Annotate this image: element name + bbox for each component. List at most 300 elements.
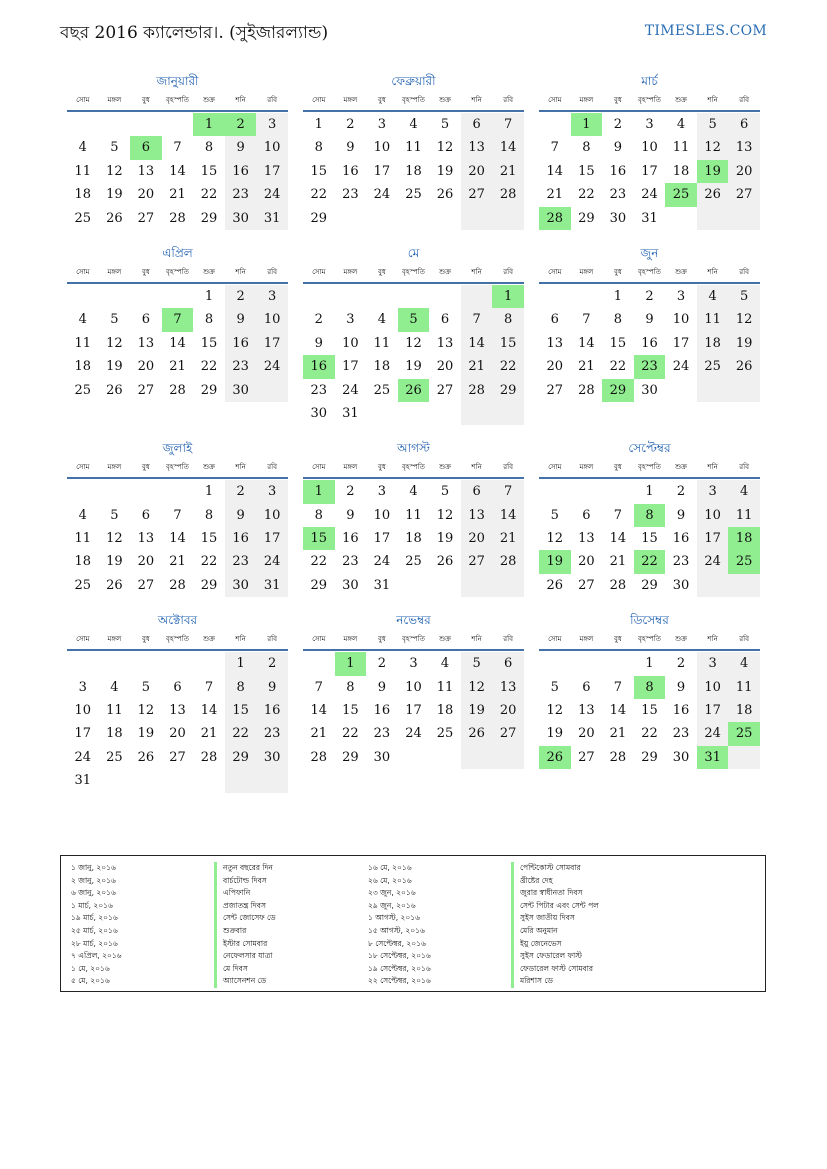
day-cell: 20 — [169, 726, 186, 742]
day-cell: 4 — [78, 507, 87, 523]
day-cell: 18 — [697, 332, 729, 355]
day-cell: 28 — [200, 749, 218, 765]
holiday-day-cell: 23 — [634, 355, 666, 378]
day-cell: 19 — [546, 726, 564, 742]
day-cell: 29 — [578, 210, 595, 226]
day-cell: 11 — [728, 504, 760, 527]
day-cell: 12 — [106, 531, 123, 547]
day-cell: 22 — [578, 187, 595, 203]
day-cell: 27 — [578, 749, 595, 765]
weekday-label: সোম — [76, 463, 90, 472]
day-cell: 2 — [645, 288, 654, 304]
legend-holiday-name: নতুন বছরের দিন — [214, 862, 273, 875]
weekday-label: শনি — [235, 96, 246, 104]
holiday-day-cell: 26 — [539, 746, 571, 769]
day-cell: 12 — [436, 507, 454, 523]
day-cell: 31 — [74, 773, 92, 789]
day-cell: 26 — [137, 749, 155, 765]
day-cell: 10 — [405, 679, 422, 695]
day-cell: 5 — [550, 507, 559, 523]
day-cell: 2 — [346, 484, 355, 500]
day-cell: 13 — [137, 531, 155, 547]
day-cell: 9 — [314, 335, 323, 351]
day-grid — [67, 112, 288, 230]
weekday-label: বৃহস্পতি — [638, 96, 661, 104]
day-cell: 22 — [609, 359, 627, 375]
day-cell: 5 — [728, 285, 760, 308]
weekday-label: মঙ্গল — [579, 267, 594, 276]
weekday-label: বৃহস্পতি — [166, 463, 189, 472]
legend-holiday-name: নেফেলসার যাত্রা — [214, 950, 272, 963]
day-cell: 12 — [137, 703, 155, 719]
day-cell: 23 — [225, 355, 257, 378]
day-cell: 6 — [728, 113, 760, 136]
day-cell: 29 — [200, 382, 218, 398]
day-cell: 17 — [74, 726, 92, 742]
day-cell: 10 — [256, 504, 288, 527]
day-cell: 2 — [314, 312, 323, 328]
day-cell: 21 — [546, 187, 564, 203]
legend-holiday-name: অ্যাসেনশন ডে — [214, 975, 266, 988]
day-cell: 16 — [641, 335, 658, 351]
empty-cell — [99, 113, 131, 136]
day-cell: 20 — [137, 554, 155, 570]
weekday-label: মঙ্গল — [343, 96, 358, 104]
empty-cell — [99, 769, 131, 792]
day-cell: 31 — [342, 405, 359, 421]
empty-cell — [492, 574, 524, 597]
day-cell: 17 — [373, 531, 391, 547]
day-cell: 22 — [492, 355, 524, 378]
day-cell: 13 — [578, 703, 595, 719]
empty-cell — [67, 652, 99, 675]
day-cell: 1 — [225, 652, 257, 675]
holiday-legend — [60, 855, 766, 992]
empty-cell — [366, 207, 398, 230]
day-cell: 5 — [110, 507, 119, 523]
weekday-label: শনি — [471, 96, 482, 104]
day-cell: 4 — [409, 117, 418, 132]
page-title: বছর 2016 ক্যালেন্ডার।. (সুইজারল্যান্ড) — [60, 23, 329, 43]
day-cell: 18 — [74, 554, 92, 570]
day-cell: 18 — [373, 359, 391, 375]
legend-holiday-name: বার্চটোল্ড দিবস — [214, 875, 267, 888]
day-cell: 7 — [582, 312, 591, 328]
weekday-header — [67, 457, 288, 479]
weekday-label: রবি — [267, 635, 278, 644]
holiday-day-cell: 1 — [571, 113, 603, 136]
day-cell: 14 — [492, 136, 524, 159]
day-cell: 14 — [609, 703, 627, 719]
empty-cell — [162, 652, 194, 675]
month-name: জুন — [640, 245, 659, 260]
day-cell: 10 — [256, 308, 288, 331]
day-cell: 4 — [78, 140, 87, 156]
day-cell: 22 — [310, 554, 328, 570]
day-cell: 16 — [672, 703, 690, 719]
day-cell: 22 — [225, 722, 257, 745]
legend-date: ৫ মে, ২০১৬ — [71, 976, 110, 986]
day-grid — [303, 284, 524, 425]
day-cell: 11 — [405, 140, 422, 156]
day-cell: 12 — [461, 676, 493, 699]
weekday-label: শুক্র — [439, 96, 451, 104]
weekday-label: বৃহস্পতি — [638, 267, 661, 276]
day-cell: 19 — [461, 699, 493, 722]
day-cell: 14 — [169, 531, 186, 547]
day-cell: 15 — [200, 531, 218, 547]
day-cell: 5 — [110, 140, 119, 156]
day-cell: 11 — [106, 703, 123, 719]
empty-cell — [162, 480, 194, 503]
day-cell: 7 — [173, 507, 182, 523]
empty-cell — [697, 379, 729, 402]
weekday-header — [539, 90, 760, 112]
day-cell: 2 — [676, 656, 686, 672]
day-cell: 14 — [169, 163, 186, 179]
day-grid — [539, 112, 760, 230]
day-cell: 30 — [641, 382, 658, 398]
weekday-label: সোম — [548, 96, 562, 104]
day-cell: 5 — [461, 652, 493, 675]
weekday-label: বৃহস্পতি — [402, 96, 425, 104]
day-cell: 3 — [346, 312, 355, 328]
day-cell: 10 — [672, 312, 690, 328]
day-cell: 30 — [609, 210, 627, 226]
weekday-label: শনি — [235, 463, 246, 472]
day-cell: 23 — [310, 382, 328, 398]
day-cell: 14 — [169, 335, 186, 351]
day-cell: 11 — [405, 507, 422, 523]
day-cell: 21 — [169, 359, 186, 375]
day-cell: 19 — [436, 163, 454, 179]
legend-date: ১ মার্চ, ২০১৬ — [71, 900, 113, 910]
empty-cell — [99, 285, 131, 308]
weekday-label: মঙ্গল — [343, 635, 358, 644]
day-cell: 12 — [106, 335, 123, 351]
day-cell: 10 — [641, 140, 658, 156]
day-cell: 31 — [256, 574, 288, 597]
day-cell: 7 — [461, 308, 493, 331]
weekday-label: রবি — [503, 463, 514, 472]
day-cell: 15 — [342, 703, 359, 719]
empty-cell — [571, 285, 603, 308]
legend-holiday-name: প্রজাতন্ত্র দিবস — [214, 900, 266, 913]
weekday-label: মঙ্গল — [343, 267, 358, 276]
day-cell: 11 — [697, 308, 729, 331]
day-cell: 29 — [310, 210, 328, 226]
day-cell: 22 — [200, 554, 218, 570]
month-name: অক্টোবর — [157, 613, 198, 628]
month-name: জানুয়ারী — [156, 74, 199, 88]
day-cell: 25 — [74, 382, 92, 398]
day-cell: 14 — [578, 335, 595, 351]
day-cell: 6 — [582, 507, 591, 523]
day-cell: 5 — [440, 117, 450, 132]
weekday-header — [303, 262, 524, 284]
weekday-label: বৃহস্পতি — [402, 463, 425, 472]
day-cell: 7 — [613, 507, 623, 523]
day-cell: 11 — [672, 140, 690, 156]
day-cell: 1 — [204, 288, 214, 304]
day-cell: 3 — [409, 656, 418, 672]
day-cell: 30 — [256, 746, 288, 769]
day-cell: 27 — [169, 749, 186, 765]
day-cell: 26 — [697, 183, 729, 206]
weekday-label: মঙ্গল — [579, 635, 594, 644]
day-cell: 24 — [373, 187, 391, 203]
day-cell: 21 — [492, 527, 524, 550]
holiday-day-cell: 25 — [665, 183, 697, 206]
holiday-day-cell: 1 — [492, 285, 524, 308]
day-cell: 20 — [546, 359, 564, 375]
month-block — [67, 242, 288, 425]
day-cell: 28 — [310, 749, 328, 765]
day-cell: 21 — [609, 554, 627, 570]
empty-cell — [303, 652, 335, 675]
month-name: মে — [407, 245, 420, 260]
holiday-day-cell: 6 — [130, 136, 162, 159]
empty-cell — [697, 574, 729, 597]
weekday-label: মঙ্গল — [107, 463, 122, 472]
weekday-label: সোম — [312, 463, 326, 472]
day-cell: 19 — [106, 187, 123, 203]
empty-cell — [665, 207, 697, 230]
legend-date: ১ মে, ২০১৬ — [71, 963, 110, 973]
legend-date: ৮ সেপ্টেম্বর, ২০১৬ — [368, 938, 426, 948]
weekday-label: শনি — [707, 267, 718, 276]
day-cell: 7 — [613, 679, 623, 695]
legend-holiday-name: এপিফানি — [214, 887, 250, 900]
day-grid — [303, 112, 524, 230]
day-cell: 21 — [609, 726, 627, 742]
empty-cell — [256, 379, 288, 402]
month-block — [539, 242, 760, 425]
empty-cell — [366, 285, 398, 308]
day-cell: 20 — [461, 527, 493, 550]
empty-cell — [366, 402, 398, 425]
day-cell: 2 — [225, 285, 257, 308]
weekday-label: শনি — [707, 463, 718, 472]
holiday-day-cell: 19 — [697, 160, 729, 183]
holiday-day-cell: 15 — [303, 527, 335, 550]
day-cell: 3 — [645, 117, 654, 132]
legend-holiday-name: মে দিবস — [214, 963, 248, 976]
day-cell: 25 — [74, 210, 92, 226]
month-name: ডিসেম্বর — [630, 613, 669, 628]
day-cell: 9 — [346, 140, 355, 156]
day-cell: 16 — [342, 163, 359, 179]
day-cell: 8 — [492, 308, 524, 331]
day-cell: 12 — [728, 308, 760, 331]
day-cell: 23 — [672, 554, 690, 570]
weekday-label: সোম — [76, 267, 90, 276]
weekday-label: শুক্র — [439, 267, 451, 276]
day-cell: 26 — [436, 187, 454, 203]
day-cell: 29 — [200, 210, 218, 226]
day-cell: 20 — [137, 187, 155, 203]
holiday-day-cell: 2 — [225, 113, 257, 136]
weekday-label: সোম — [312, 96, 326, 104]
day-cell: 17 — [697, 699, 729, 722]
weekday-label: শনি — [707, 96, 718, 104]
weekday-label: সোম — [312, 635, 326, 644]
legend-date: ১ জানু, ২০১৬ — [71, 863, 116, 872]
day-cell: 20 — [436, 359, 454, 375]
weekday-label: বুধ — [613, 635, 622, 644]
day-cell: 23 — [672, 726, 690, 742]
legend-holiday-name: জুরার স্বাধীনতা দিবস — [511, 887, 583, 900]
holiday-day-cell: 8 — [634, 676, 666, 699]
day-cell: 7 — [492, 113, 524, 136]
day-cell: 30 — [310, 405, 328, 421]
day-cell: 13 — [546, 335, 564, 351]
empty-cell — [303, 285, 335, 308]
day-cell: 2 — [613, 117, 623, 132]
weekday-label: শুক্র — [203, 96, 215, 104]
day-cell: 3 — [697, 480, 729, 503]
legend-date: ১৫ আগস্ট, ২০১৬ — [368, 925, 425, 935]
day-cell: 24 — [256, 183, 288, 206]
month-name: আগস্ট — [397, 441, 430, 456]
weekday-label: শুক্র — [439, 635, 451, 644]
day-cell: 21 — [492, 160, 524, 183]
day-cell: 28 — [169, 210, 186, 226]
site-link[interactable]: TIMESLES.COM — [644, 23, 767, 39]
day-cell: 21 — [169, 187, 186, 203]
day-grid — [303, 479, 524, 597]
empty-cell — [492, 207, 524, 230]
legend-date: ১৯ সেপ্টেম্বর, ২০১৬ — [368, 963, 431, 973]
day-cell: 9 — [256, 676, 288, 699]
legend-holiday-name: মরিশাস ডে — [511, 975, 553, 988]
day-cell: 1 — [314, 117, 323, 132]
empty-cell — [193, 769, 225, 792]
day-cell: 17 — [256, 527, 288, 550]
day-cell: 6 — [550, 312, 559, 328]
empty-cell — [602, 480, 634, 503]
empty-cell — [461, 207, 493, 230]
day-cell: 25 — [74, 577, 92, 593]
legend-date: ১৯ মার্চ, ২০১৬ — [71, 913, 118, 923]
weekday-label: মঙ্গল — [107, 635, 122, 644]
weekday-label: সোম — [312, 267, 326, 276]
day-cell: 28 — [169, 382, 186, 398]
day-cell: 31 — [373, 577, 391, 593]
empty-cell — [130, 285, 162, 308]
day-cell: 4 — [409, 484, 418, 500]
legend-date: ২ জানু, ২০১৬ — [71, 875, 116, 885]
day-cell: 23 — [256, 722, 288, 745]
weekday-header — [303, 629, 524, 651]
day-cell: 15 — [200, 335, 218, 351]
month-block — [303, 437, 524, 597]
day-cell: 12 — [546, 703, 564, 719]
legend-date: ২২ সেপ্টেম্বর, ২০১৬ — [368, 976, 431, 986]
empty-cell — [429, 207, 461, 230]
day-cell: 14 — [461, 332, 493, 355]
weekday-label: শুক্র — [203, 635, 215, 644]
empty-cell — [571, 652, 603, 675]
weekday-header — [67, 90, 288, 112]
day-grid — [67, 479, 288, 597]
weekday-label: শুক্র — [203, 267, 215, 276]
weekday-label: শুক্র — [675, 635, 687, 644]
empty-cell — [67, 113, 99, 136]
holiday-day-cell: 1 — [335, 652, 367, 675]
day-cell: 13 — [461, 504, 493, 527]
day-cell: 5 — [550, 679, 559, 695]
weekday-label: বুধ — [613, 267, 622, 276]
weekday-label: শনি — [707, 635, 718, 644]
weekday-header — [67, 262, 288, 284]
weekday-header — [539, 262, 760, 284]
legend-date: ৬ জানু, ২০১৬ — [71, 888, 116, 898]
day-cell: 5 — [697, 113, 729, 136]
day-cell: 12 — [436, 140, 454, 156]
holiday-day-cell: 19 — [539, 550, 571, 573]
day-cell: 20 — [728, 160, 760, 183]
empty-cell — [571, 480, 603, 503]
weekday-label: বুধ — [377, 267, 386, 276]
day-cell: 18 — [436, 703, 454, 719]
empty-cell — [539, 285, 571, 308]
day-cell: 16 — [256, 699, 288, 722]
day-cell: 9 — [645, 312, 654, 328]
day-cell: 8 — [225, 676, 257, 699]
weekday-label: রবি — [267, 463, 278, 472]
month-block — [67, 609, 288, 792]
day-cell: 15 — [200, 163, 218, 179]
legend-holiday-name: মেরি অনুমান — [511, 925, 558, 938]
day-cell: 24 — [74, 749, 92, 765]
weekday-label: বুধ — [141, 96, 150, 104]
day-cell: 17 — [672, 335, 690, 351]
day-cell: 18 — [405, 531, 422, 547]
empty-cell — [162, 769, 194, 792]
day-cell: 24 — [256, 355, 288, 378]
day-cell: 13 — [137, 335, 155, 351]
day-cell: 28 — [609, 577, 627, 593]
day-cell: 17 — [373, 163, 391, 179]
day-cell: 17 — [256, 160, 288, 183]
calendar-grid — [67, 70, 760, 793]
day-cell: 27 — [461, 183, 493, 206]
month-name: নভেম্বর — [396, 613, 431, 628]
day-grid — [67, 284, 288, 402]
weekday-label: রবি — [503, 635, 514, 644]
weekday-label: শুক্র — [203, 463, 215, 472]
day-cell: 28 — [578, 382, 595, 398]
empty-cell — [193, 652, 225, 675]
weekday-label: শনি — [471, 463, 482, 472]
day-cell: 16 — [225, 332, 257, 355]
day-cell: 16 — [609, 163, 627, 179]
day-cell: 6 — [440, 312, 450, 328]
day-cell: 24 — [697, 722, 729, 745]
weekday-label: বৃহস্পতি — [638, 635, 661, 644]
weekday-header — [303, 457, 524, 479]
weekday-label: শনি — [235, 267, 246, 276]
weekday-label: বুধ — [377, 463, 386, 472]
day-cell: 15 — [492, 332, 524, 355]
empty-cell — [539, 652, 571, 675]
empty-cell — [429, 574, 461, 597]
month-name: সেপ্টেম্বর — [628, 441, 671, 456]
empty-cell — [130, 652, 162, 675]
day-cell: 25 — [106, 749, 123, 765]
day-cell: 19 — [137, 726, 155, 742]
